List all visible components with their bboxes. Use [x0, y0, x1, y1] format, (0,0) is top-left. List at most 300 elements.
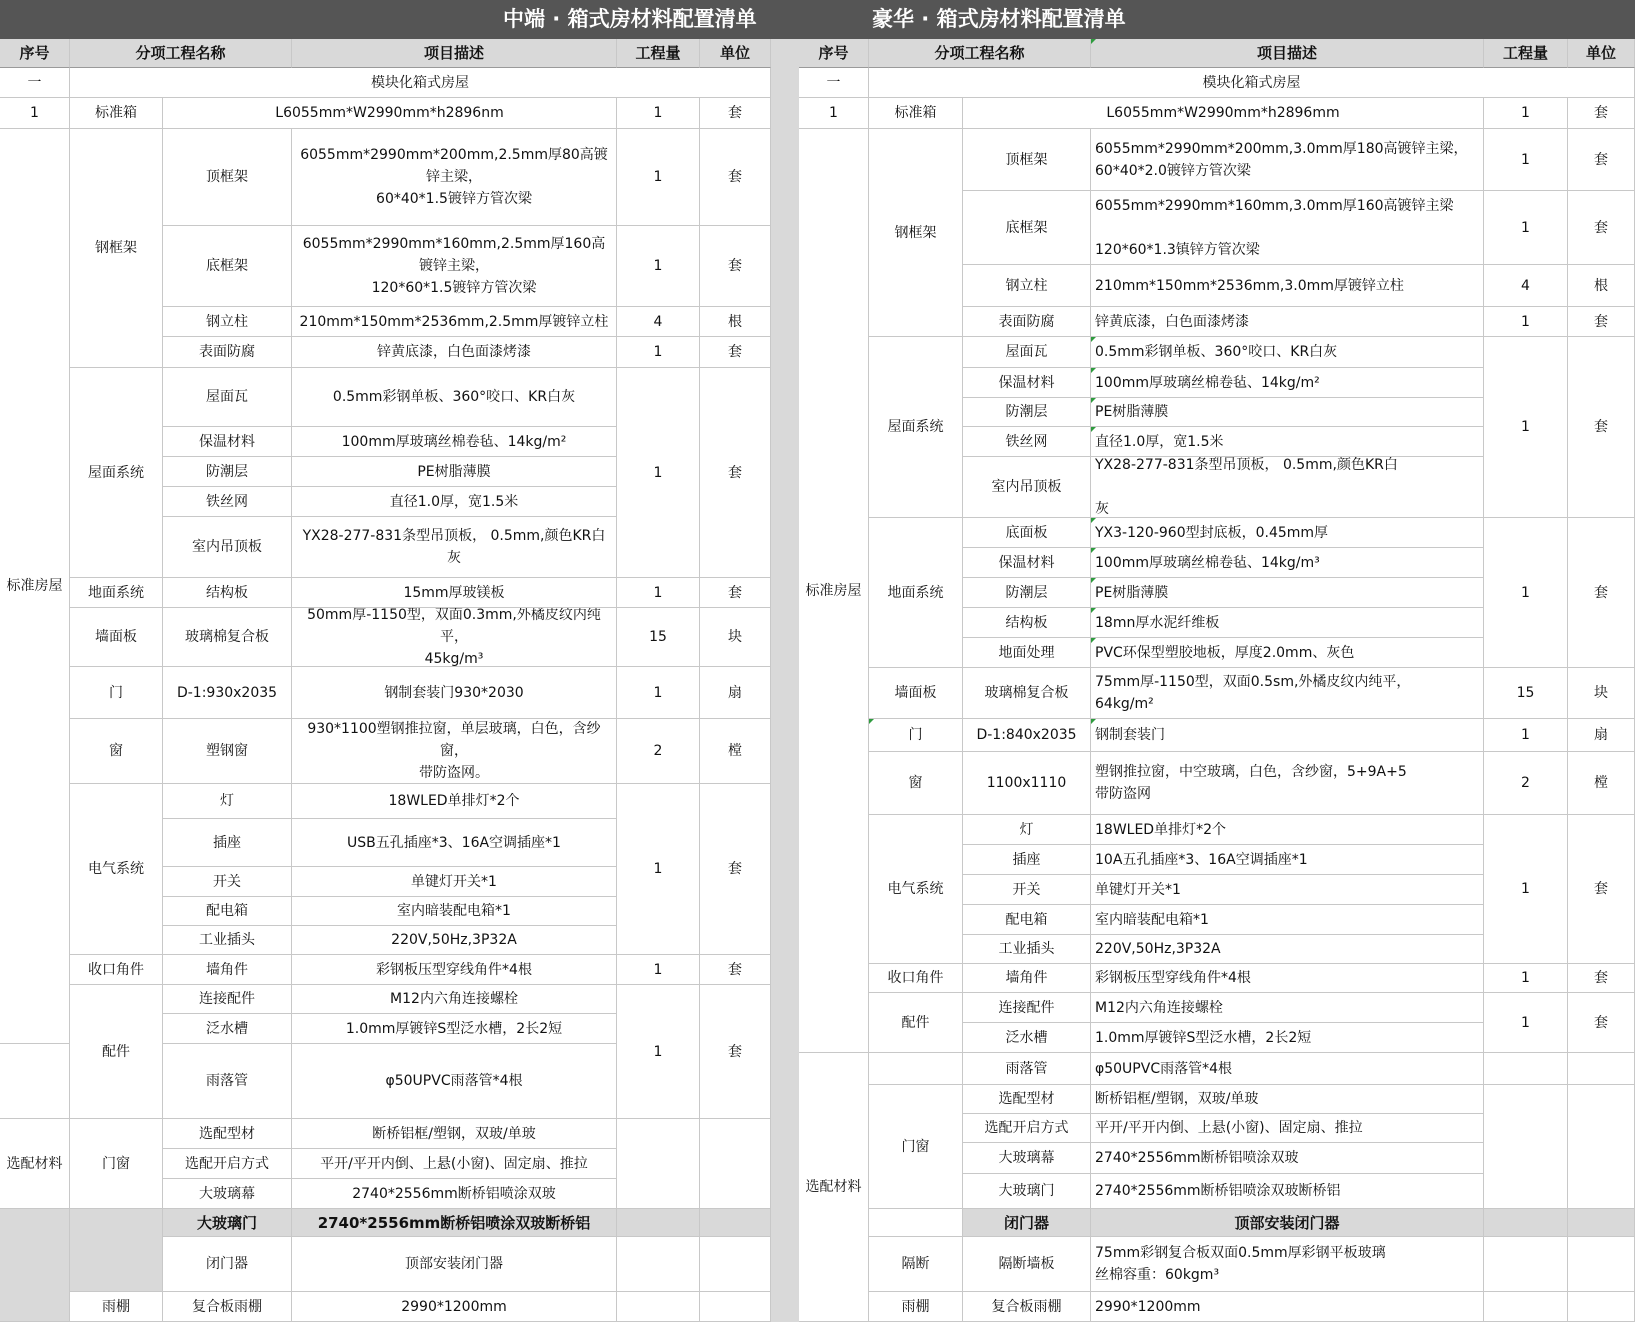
lux-cell-d-floorboard[interactable]: [1091, 518, 1484, 548]
lux-cell-std-qty[interactable]: [1484, 98, 1568, 129]
lux-cell-q1[interactable]: [1484, 307, 1568, 337]
mid-cell-i-moisture[interactable]: [163, 457, 292, 487]
lux-empty-cell[interactable]: [1568, 1237, 1635, 1292]
mid-cell-i-wiremesh[interactable]: [163, 487, 292, 517]
mid-cell-u-set[interactable]: [700, 955, 771, 985]
cell-text: 大玻璃幕: [998, 1150, 1055, 1166]
mid-cell-q1[interactable]: [617, 985, 700, 1119]
mid-empty-cell[interactable]: [0, 1209, 70, 1322]
lux-cell-q2[interactable]: [1484, 752, 1568, 815]
mid-cell-u-set[interactable]: [700, 784, 771, 955]
mid-cell-d-topframe[interactable]: [292, 129, 617, 226]
lux-cell-header-quantity[interactable]: [1484, 39, 1568, 68]
mid-cell-i-opening[interactable]: [163, 1149, 292, 1179]
lux-cell-section-title[interactable]: [869, 68, 1635, 98]
mid-cell-d-plasticwin[interactable]: [292, 719, 617, 784]
lux-cell-i-connector[interactable]: [963, 993, 1091, 1023]
lux-empty-cell[interactable]: [1568, 1292, 1635, 1322]
mid-cell-q1[interactable]: [617, 226, 700, 307]
mid-cell-d-structboard[interactable]: [292, 578, 617, 608]
cell-text: 门窗: [901, 1138, 930, 1155]
mid-cell-std-qty[interactable]: [617, 98, 700, 129]
cell-text: 泛水槽: [206, 1020, 248, 1037]
lux-cell-i-rooftile[interactable]: [963, 337, 1091, 368]
lux-cell-d-topframe[interactable]: [1091, 129, 1484, 191]
mid-cell-cat-elec[interactable]: [70, 784, 163, 955]
lux-cell-cat-wall[interactable]: [869, 668, 963, 719]
lux-cell-u-leaf[interactable]: [1568, 719, 1635, 752]
lux-cell-i-topframe[interactable]: [963, 129, 1091, 191]
cell-text: 保温材料: [998, 554, 1055, 571]
cell-text: 雨棚: [102, 1298, 130, 1315]
lux-cell-i-floormoist[interactable]: [963, 578, 1091, 608]
lux-cell-d-socket[interactable]: [1091, 845, 1484, 875]
cell-text: 大玻璃幕: [199, 1185, 255, 1202]
cell-text: YX3-120-960型封底板，0.45mm厚: [1095, 524, 1329, 541]
mid-cell-u-set[interactable]: [700, 129, 771, 226]
mid-empty-cell[interactable]: [700, 1237, 771, 1292]
mid-cell-i-connector[interactable]: [163, 985, 292, 1014]
mid-empty-cell[interactable]: [70, 1209, 163, 1292]
lux-cell-q1[interactable]: [1484, 993, 1568, 1053]
cell-text: 套: [728, 961, 742, 978]
mid-cell-q2[interactable]: [617, 719, 700, 784]
lux-cell-u-set[interactable]: [1568, 337, 1635, 518]
mid-cell-u-frame[interactable]: [700, 719, 771, 784]
lux-cell-u-set[interactable]: [1568, 129, 1635, 191]
mid-cell-cat-floor[interactable]: [70, 578, 163, 608]
mid-cell-d-lamp[interactable]: [292, 784, 617, 819]
cell-text: 闭门器: [1003, 1213, 1049, 1232]
mid-cell-u-root[interactable]: [700, 307, 771, 337]
mid-cell-u-block[interactable]: [700, 608, 771, 667]
mid-cell-i-column[interactable]: [163, 307, 292, 337]
mid-cell-q4[interactable]: [617, 307, 700, 337]
lux-cell-q1[interactable]: [1484, 815, 1568, 964]
lux-cell-d-glasswool[interactable]: [1091, 668, 1484, 719]
mid-cell-cat-wall[interactable]: [70, 608, 163, 667]
lux-cell-std-no[interactable]: [799, 98, 869, 129]
lux-cell-cat-steel[interactable]: [869, 129, 963, 337]
cell-text: 墙面板: [894, 685, 937, 701]
mid-cell-i-socket[interactable]: [163, 819, 292, 867]
mid-cell-i-glasswool[interactable]: [163, 608, 292, 667]
lux-cell-header-item-name[interactable]: [869, 39, 1091, 68]
mid-cell-d-bottomframe[interactable]: [292, 226, 617, 307]
cell-text: 套: [1594, 151, 1608, 168]
cell-text: YX28-277-831条型吊顶板， 0.5mm,颜色KR白 灰: [1095, 457, 1398, 517]
cell-text: 1: [653, 584, 663, 601]
cell-text: 复合板雨棚: [192, 1298, 262, 1315]
lux-cell-q1[interactable]: [1484, 964, 1568, 993]
cell-text: 表面防腐: [199, 344, 255, 360]
lux-cell-u-set[interactable]: [1568, 993, 1635, 1053]
lux-cell-header-seq[interactable]: [799, 39, 869, 68]
mid-cell-cat-steel[interactable]: [70, 129, 163, 368]
mid-cell-q1[interactable]: [617, 667, 700, 719]
cell-text: 100mm厚玻璃丝棉卷毡、14kg/m²: [341, 433, 567, 450]
mid-cell-i-profile[interactable]: [163, 1119, 292, 1149]
lux-empty-cell[interactable]: [1484, 1209, 1568, 1237]
lux-cell-d-floorinsul[interactable]: [1091, 548, 1484, 578]
mid-cell-d-profile[interactable]: [292, 1119, 617, 1149]
lux-cell-cat-window[interactable]: [869, 752, 963, 815]
mid-cell-u-set[interactable]: [700, 226, 771, 307]
cell-text: 分项工程名称: [934, 44, 1025, 62]
mid-cell-header-quantity[interactable]: [617, 39, 700, 68]
mid-cell-i-closer[interactable]: [163, 1237, 292, 1292]
lux-cell-d-opening[interactable]: [1091, 1114, 1484, 1143]
lux-cell-i-moisture[interactable]: [963, 398, 1091, 427]
lux-cell-i-profile[interactable]: [963, 1085, 1091, 1114]
lux-cell-cat-floor[interactable]: [869, 518, 963, 668]
mid-cell-i-flashing[interactable]: [163, 1014, 292, 1044]
lux-cell-i-socket[interactable]: [963, 845, 1091, 875]
lux-cell-d-rooftile[interactable]: [1091, 337, 1484, 368]
lux-cell-cat-elec[interactable]: [869, 815, 963, 964]
lux-cell-d-lamp[interactable]: [1091, 815, 1484, 845]
mid-cell-d-bigglassdoor[interactable]: [292, 1209, 617, 1237]
lux-cell-d-distbox[interactable]: [1091, 905, 1484, 935]
cell-text: 分项工程名称: [135, 44, 226, 62]
cell-text: 室内吊顶板: [192, 539, 262, 555]
cell-text: 50mm厚-1150型，双面0.3mm,外橘皮纹内纯平， 45kg/m³: [307, 608, 601, 667]
mid-cell-cat-doorwin[interactable]: [70, 1119, 163, 1209]
mid-cell-group-std-house[interactable]: [0, 129, 70, 1044]
mid-cell-i-switch[interactable]: [163, 867, 292, 897]
lux-cell-i-bottomframe[interactable]: [963, 191, 1091, 265]
lux-empty-cell[interactable]: [1484, 1085, 1568, 1209]
lux-empty-cell[interactable]: [1568, 1053, 1635, 1085]
mid-cell-header-item-name[interactable]: [70, 39, 292, 68]
lux-cell-u-frame[interactable]: [1568, 752, 1635, 815]
mid-cell-header-description[interactable]: [292, 39, 617, 68]
mid-cell-d-closer[interactable]: [292, 1237, 617, 1292]
lux-cell-u-set[interactable]: [1568, 307, 1635, 337]
lux-empty-cell[interactable]: [1568, 1209, 1635, 1237]
mid-cell-std-no[interactable]: [0, 98, 70, 129]
mid-cell-d-bigglass[interactable]: [292, 1179, 617, 1209]
cell-text: 1: [1521, 1014, 1530, 1031]
cell-text: 窗: [908, 775, 923, 791]
cell-text: 钢立柱: [206, 313, 248, 330]
lux-cell-group-std-house[interactable]: [799, 129, 869, 1053]
lux-cell-d-partwall[interactable]: [1091, 1237, 1484, 1292]
lux-cell-i-closer[interactable]: [963, 1209, 1091, 1237]
mid-cell-q1[interactable]: [617, 129, 700, 226]
mid-cell-header-seq[interactable]: [0, 39, 70, 68]
mid-empty-cell[interactable]: [617, 1237, 700, 1292]
lux-cell-cat-door[interactable]: [869, 719, 963, 752]
lux-cell-d-bottomframe[interactable]: [1091, 191, 1484, 265]
lux-cell-d-moisture[interactable]: [1091, 398, 1484, 427]
cell-text: PE树脂薄膜: [1095, 404, 1169, 420]
mid-cell-i-indplug[interactable]: [163, 926, 292, 955]
cell-text: 10A五孔插座*3、16A空调插座*1: [1095, 851, 1308, 868]
mid-cell-i-rooftile[interactable]: [163, 368, 292, 427]
cell-text: 标准房屋: [6, 578, 63, 594]
lux-cell-std-name[interactable]: [869, 98, 963, 129]
lux-empty-cell[interactable]: [1484, 1292, 1568, 1322]
mid-cell-d-opening[interactable]: [292, 1149, 617, 1179]
mid-cell-d-switch[interactable]: [292, 867, 617, 897]
mid-cell-d-wiremesh[interactable]: [292, 487, 617, 517]
mid-cell-i-canopy[interactable]: [163, 1292, 292, 1322]
mid-cell-i-plasticwin[interactable]: [163, 719, 292, 784]
lux-cell-d-connector[interactable]: [1091, 993, 1484, 1023]
lux-cell-d-downpipe[interactable]: [1091, 1053, 1484, 1085]
lux-cell-d-ceiling[interactable]: [1091, 457, 1484, 518]
lux-cell-i-floortreat[interactable]: [963, 638, 1091, 668]
cell-text: 1: [829, 105, 838, 121]
cell-text: 220V,50Hz,3P32A: [391, 932, 517, 948]
lux-cell-i-winspec[interactable]: [963, 752, 1091, 815]
mid-cell-i-bigglassdoor[interactable]: [163, 1209, 292, 1237]
lux-cell-q1[interactable]: [1484, 129, 1568, 191]
lux-cell-d-column[interactable]: [1091, 265, 1484, 307]
lux-cell-d-floortreat[interactable]: [1091, 638, 1484, 668]
mid-cell-q1[interactable]: [617, 368, 700, 578]
lux-cell-i-flashing[interactable]: [963, 1023, 1091, 1053]
lux-cell-d-flashing[interactable]: [1091, 1023, 1484, 1053]
cell-text: 2740*2556mm断桥铝喷涂双玻断桥铝: [1095, 1183, 1341, 1199]
lux-cell-cat-parts[interactable]: [869, 993, 963, 1053]
lux-cell-header-description[interactable]: [1091, 39, 1484, 68]
mid-cell-i-ceiling[interactable]: [163, 517, 292, 578]
cell-text: 1: [1521, 419, 1530, 435]
mid-cell-d-distbox[interactable]: [292, 897, 617, 926]
lux-cell-d-indplug[interactable]: [1091, 935, 1484, 964]
lux-cell-d-bigglassdoor[interactable]: [1091, 1174, 1484, 1209]
mid-cell-d-wallcorner[interactable]: [292, 955, 617, 985]
lux-cell-i-floorinsul[interactable]: [963, 548, 1091, 578]
mid-cell-i-bigglass[interactable]: [163, 1179, 292, 1209]
mid-cell-u-set[interactable]: [700, 578, 771, 608]
lux-cell-i-indplug[interactable]: [963, 935, 1091, 964]
mid-cell-q1[interactable]: [617, 337, 700, 368]
mid-cell-cat-roof[interactable]: [70, 368, 163, 578]
mid-cell-q1[interactable]: [617, 578, 700, 608]
cell-text: 套: [1594, 1014, 1608, 1031]
mid-cell-u-leaf[interactable]: [700, 667, 771, 719]
lux-cell-d-canopy[interactable]: [1091, 1292, 1484, 1322]
lux-cell-d-profile[interactable]: [1091, 1085, 1484, 1114]
lux-cell-i-downpipe[interactable]: [963, 1053, 1091, 1085]
lux-cell-d-floormoist[interactable]: [1091, 578, 1484, 608]
lux-cell-u-set[interactable]: [1568, 964, 1635, 993]
mid-cell-i-insul[interactable]: [163, 427, 292, 457]
cell-text: 断桥铝框/塑钢，双玻/单玻: [1095, 1091, 1259, 1107]
mid-cell-group-options[interactable]: [0, 1119, 70, 1209]
mid-cell-d-socket[interactable]: [292, 819, 617, 867]
lux-cell-i-ceiling[interactable]: [963, 457, 1091, 518]
lux-cell-i-lamp[interactable]: [963, 815, 1091, 845]
lux-cell-i-column[interactable]: [963, 265, 1091, 307]
cell-text: 75mm厚-1150型，双面0.5sm,外橘皮纹内纯平， 64kg/m²: [1095, 674, 1411, 712]
lux-cell-u-set[interactable]: [1568, 815, 1635, 964]
mid-cell-std-desc[interactable]: [163, 98, 617, 129]
cell-text: 6055mm*2990mm*200mm,3.0mm厚180高镀锌主梁， 60*40*2.0镀锌方管次梁: [1095, 140, 1468, 179]
lux-cell-d-wallcorner[interactable]: [1091, 964, 1484, 993]
mid-cell-i-bottomframe[interactable]: [163, 226, 292, 307]
mid-cell-d-column[interactable]: [292, 307, 617, 337]
mid-cell-i-downpipe[interactable]: [163, 1044, 292, 1119]
mid-cell-i-doorspec[interactable]: [163, 667, 292, 719]
mid-empty-cell[interactable]: [700, 1292, 771, 1322]
lux-cell-d-wiremesh[interactable]: [1091, 427, 1484, 457]
lux-cell-d-doorspec[interactable]: [1091, 719, 1484, 752]
mid-cell-d-canopy[interactable]: [292, 1292, 617, 1322]
mid-cell-d-glasswool[interactable]: [292, 608, 617, 667]
lux-cell-i-bigglassdoor[interactable]: [963, 1174, 1091, 1209]
cell-text: 钢框架: [894, 224, 937, 241]
lux-cell-d-switch[interactable]: [1091, 875, 1484, 905]
lux-cell-cat-canopy[interactable]: [869, 1292, 963, 1322]
mid-cell-d-doorspec[interactable]: [292, 667, 617, 719]
lux-cell-i-opening[interactable]: [963, 1114, 1091, 1143]
mid-empty-cell[interactable]: [700, 1119, 771, 1209]
lux-cell-d-closer[interactable]: [1091, 1209, 1484, 1237]
lux-cell-q15[interactable]: [1484, 668, 1568, 719]
lux-cell-q1[interactable]: [1484, 337, 1568, 518]
lux-cell-i-wiremesh[interactable]: [963, 427, 1091, 457]
mid-cell-u-set[interactable]: [700, 985, 771, 1119]
mid-cell-d-connector[interactable]: [292, 985, 617, 1014]
mid-cell-i-lamp[interactable]: [163, 784, 292, 819]
mid-empty-cell[interactable]: [617, 1292, 700, 1322]
mid-cell-d-insul[interactable]: [292, 427, 617, 457]
lux-cell-q1[interactable]: [1484, 191, 1568, 265]
mid-cell-header-unit[interactable]: [700, 39, 771, 68]
lux-empty-cell[interactable]: [1484, 1053, 1568, 1085]
cell-text: 地面系统: [887, 584, 944, 601]
cell-text: 墙角件: [1005, 970, 1048, 986]
cell-text: 配件: [901, 1014, 930, 1031]
lux-cell-i-wallcorner[interactable]: [963, 964, 1091, 993]
cell-text: 套: [728, 861, 742, 877]
lux-cell-i-insul[interactable]: [963, 368, 1091, 398]
mid-cell-cat-window[interactable]: [70, 719, 163, 784]
lux-cell-i-distbox[interactable]: [963, 905, 1091, 935]
mid-cell-d-downpipe[interactable]: [292, 1044, 617, 1119]
mid-cell-cat-canopy[interactable]: [70, 1292, 163, 1322]
mid-cell-std-name[interactable]: [70, 98, 163, 129]
cell-text: 插座: [1012, 851, 1041, 868]
cell-text: 套: [1594, 970, 1608, 986]
lux-cell-q4[interactable]: [1484, 265, 1568, 307]
lux-cell-cat-doorwin[interactable]: [869, 1085, 963, 1209]
lux-cell-u-block[interactable]: [1568, 668, 1635, 719]
lux-cell-d-insul[interactable]: [1091, 368, 1484, 398]
cell-text: 15: [649, 629, 667, 645]
cell-text: 配件: [102, 1043, 130, 1060]
mid-cell-u-set[interactable]: [700, 337, 771, 368]
cell-text: 雨落管: [1005, 1060, 1048, 1077]
lux-cell-std-unit[interactable]: [1568, 98, 1635, 129]
mid-cell-d-ceiling[interactable]: [292, 517, 617, 578]
cell-text: 一: [826, 74, 841, 91]
lux-cell-u-root[interactable]: [1568, 265, 1635, 307]
lux-empty-cell[interactable]: [869, 1209, 963, 1237]
cell-text: 电气系统: [88, 861, 144, 877]
lux-empty-cell[interactable]: [869, 1053, 963, 1085]
cell-text: 工程量: [1502, 44, 1548, 62]
sheet-separator: [771, 39, 799, 1322]
lux-cell-section-no[interactable]: [799, 68, 869, 98]
lux-cell-i-partwall[interactable]: [963, 1237, 1091, 1292]
mid-empty-cell[interactable]: [617, 1119, 700, 1209]
mid-cell-section-title[interactable]: [70, 68, 771, 98]
lux-cell-cat-partition[interactable]: [869, 1237, 963, 1292]
cell-text: 配电箱: [206, 903, 248, 919]
lux-cell-d-winspec[interactable]: [1091, 752, 1484, 815]
mid-cell-i-wallcorner[interactable]: [163, 955, 292, 985]
title-bar: [0, 0, 1635, 39]
cell-text: 锌黄底漆，白色面漆烤漆: [1095, 313, 1249, 330]
cell-text: 4: [1521, 277, 1530, 294]
lux-cell-cat-roof[interactable]: [869, 337, 963, 518]
mid-cell-section-no[interactable]: [0, 68, 70, 98]
cell-text: 1: [1521, 219, 1530, 236]
lux-empty-cell[interactable]: [1568, 1085, 1635, 1209]
lux-cell-q1[interactable]: [1484, 518, 1568, 668]
lux-cell-u-set[interactable]: [1568, 191, 1635, 265]
mid-cell-q15[interactable]: [617, 608, 700, 667]
mid-cell-cat-door[interactable]: [70, 667, 163, 719]
mid-cell-i-anticorr[interactable]: [163, 337, 292, 368]
mid-cell-i-distbox[interactable]: [163, 897, 292, 926]
mid-cell-cat-corner[interactable]: [70, 955, 163, 985]
lux-cell-i-bigglass[interactable]: [963, 1143, 1091, 1174]
mid-cell-q1[interactable]: [617, 955, 700, 985]
mid-cell-i-topframe[interactable]: [163, 129, 292, 226]
cell-text: 项目描述: [423, 44, 484, 62]
lux-cell-d-bigglass[interactable]: [1091, 1143, 1484, 1174]
lux-cell-cat-corner[interactable]: [869, 964, 963, 993]
mid-cell-cat-parts[interactable]: [70, 985, 163, 1119]
lux-cell-q1[interactable]: [1484, 719, 1568, 752]
lux-cell-d-anticorr[interactable]: [1091, 307, 1484, 337]
lux-cell-d-structboard[interactable]: [1091, 608, 1484, 638]
lux-cell-group-options[interactable]: [799, 1053, 869, 1322]
mid-cell-d-flashing[interactable]: [292, 1014, 617, 1044]
mid-empty-cell[interactable]: [0, 1044, 70, 1119]
mid-cell-i-structboard[interactable]: [163, 578, 292, 608]
lux-cell-i-doorspec[interactable]: [963, 719, 1091, 752]
lux-cell-i-glasswool[interactable]: [963, 668, 1091, 719]
lux-empty-cell[interactable]: [1484, 1237, 1568, 1292]
mid-cell-d-anticorr[interactable]: [292, 337, 617, 368]
mid-cell-d-rooftile[interactable]: [292, 368, 617, 427]
lux-cell-i-floorboard[interactable]: [963, 518, 1091, 548]
lux-cell-i-canopy[interactable]: [963, 1292, 1091, 1322]
mid-cell-u-set[interactable]: [700, 368, 771, 578]
mid-empty-cell[interactable]: [700, 1209, 771, 1237]
lux-cell-std-desc[interactable]: [963, 98, 1484, 129]
lux-cell-i-anticorr[interactable]: [963, 307, 1091, 337]
mid-cell-d-indplug[interactable]: [292, 926, 617, 955]
lux-cell-u-set[interactable]: [1568, 518, 1635, 668]
mid-cell-d-moisture[interactable]: [292, 457, 617, 487]
lux-cell-i-structboard[interactable]: [963, 608, 1091, 638]
lux-cell-i-switch[interactable]: [963, 875, 1091, 905]
mid-empty-cell[interactable]: [617, 1209, 700, 1237]
mid-cell-std-unit[interactable]: [700, 98, 771, 129]
cell-text: 6055mm*2990mm*160mm,3.0mm厚160高镀锌主梁 120*60*1.3镇锌方管次梁: [1095, 197, 1454, 258]
cell-text: 顶部安装闭门器: [405, 1256, 503, 1272]
mid-cell-q1[interactable]: [617, 784, 700, 955]
lux-cell-header-unit[interactable]: [1568, 39, 1635, 68]
